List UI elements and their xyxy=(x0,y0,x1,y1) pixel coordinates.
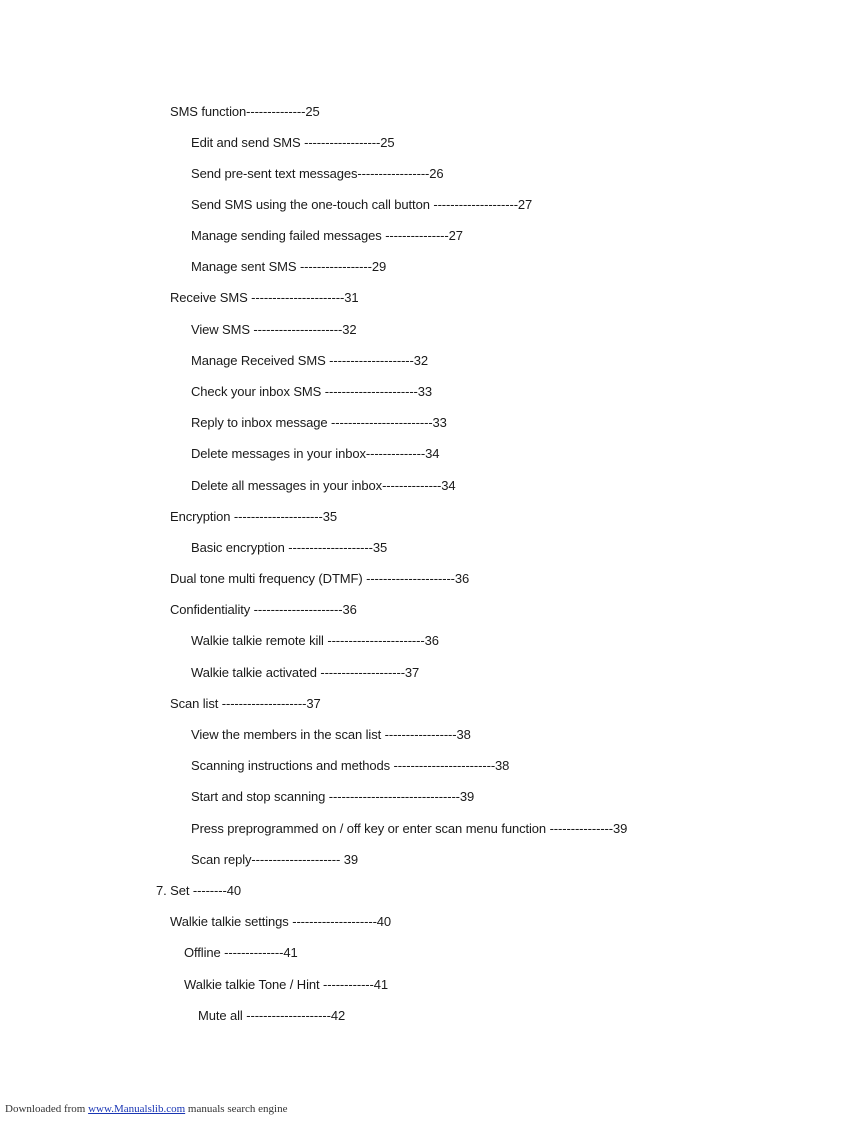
toc-entry-scan-reply[interactable]: Scan reply--------------------- 39 xyxy=(191,852,359,867)
toc-entry-delete-all-inbox-messages[interactable]: Delete all messages in your inbox--------------34 xyxy=(191,478,456,493)
toc-entry-set[interactable]: 7. Set --------40 xyxy=(156,883,241,898)
download-footer xyxy=(5,1103,287,1115)
toc-entry-dtmf[interactable]: Dual tone multi frequency (DTMF) ---------------------36 xyxy=(170,571,470,586)
toc-entry-basic-encryption[interactable]: Basic encryption --------------------35 xyxy=(191,540,388,555)
toc-entry-mute-all[interactable]: Mute all --------------------42 xyxy=(198,1008,346,1023)
toc-entry-delete-inbox-messages[interactable]: Delete messages in your inbox--------------34 xyxy=(191,446,440,461)
toc-entry-scanning-instructions[interactable]: Scanning instructions and methods ------------------------38 xyxy=(191,758,510,773)
manualslib-link[interactable]: www.Manualslib.com xyxy=(88,1103,186,1115)
toc-entry-start-stop-scanning[interactable]: Start and stop scanning -------------------------------39 xyxy=(191,789,475,804)
toc-entry-view-scan-list-members[interactable]: View the members in the scan list -----------------38 xyxy=(191,727,471,742)
toc-entry-manage-sent-sms[interactable]: Manage sent SMS -----------------29 xyxy=(191,259,387,274)
toc-entry-walkie-talkie-settings[interactable]: Walkie talkie settings --------------------40 xyxy=(170,914,392,929)
toc-entry-confidentiality[interactable]: Confidentiality ---------------------36 xyxy=(170,602,357,617)
footer-prefix: Downloaded from xyxy=(5,1103,89,1115)
toc-entry-reply-inbox-message[interactable]: Reply to inbox message ------------------------33 xyxy=(191,415,447,430)
toc-entry-manage-failed-messages[interactable]: Manage sending failed messages ---------------27 xyxy=(191,228,463,243)
toc-entry-manage-received-sms[interactable]: Manage Received SMS --------------------32 xyxy=(191,353,429,368)
toc-entry-offline[interactable]: Offline --------------41 xyxy=(184,945,298,960)
toc-entry-check-inbox-sms[interactable]: Check your inbox SMS ----------------------33 xyxy=(191,384,433,399)
toc-entry-walkie-talkie-activated[interactable]: Walkie talkie activated --------------------37 xyxy=(191,665,420,680)
toc-entry-preprogrammed-key[interactable]: Press preprogrammed on / off key or enter scan menu function ---------------39 xyxy=(191,821,628,836)
footer-suffix: manuals search engine xyxy=(185,1103,288,1115)
toc-entry-sms-function[interactable]: SMS function--------------25 xyxy=(170,104,320,119)
toc-entry-view-sms[interactable]: View SMS ---------------------32 xyxy=(191,322,357,337)
toc-entry-send-pre-sent-text[interactable]: Send pre-sent text messages-----------------26 xyxy=(191,166,444,181)
toc-entry-remote-kill[interactable]: Walkie talkie remote kill -----------------------36 xyxy=(191,633,439,648)
toc-entry-tone-hint[interactable]: Walkie talkie Tone / Hint ------------41 xyxy=(184,977,389,992)
toc-entry-receive-sms[interactable]: Receive SMS ----------------------31 xyxy=(170,290,359,305)
toc-entry-encryption[interactable]: Encryption ---------------------35 xyxy=(170,509,338,524)
toc-entry-edit-and-send-sms[interactable]: Edit and send SMS ------------------25 xyxy=(191,135,395,150)
toc-entry-send-sms-one-touch[interactable]: Send SMS using the one-touch call button --------------------27 xyxy=(191,197,533,212)
toc-entry-scan-list[interactable]: Scan list --------------------37 xyxy=(170,696,321,711)
